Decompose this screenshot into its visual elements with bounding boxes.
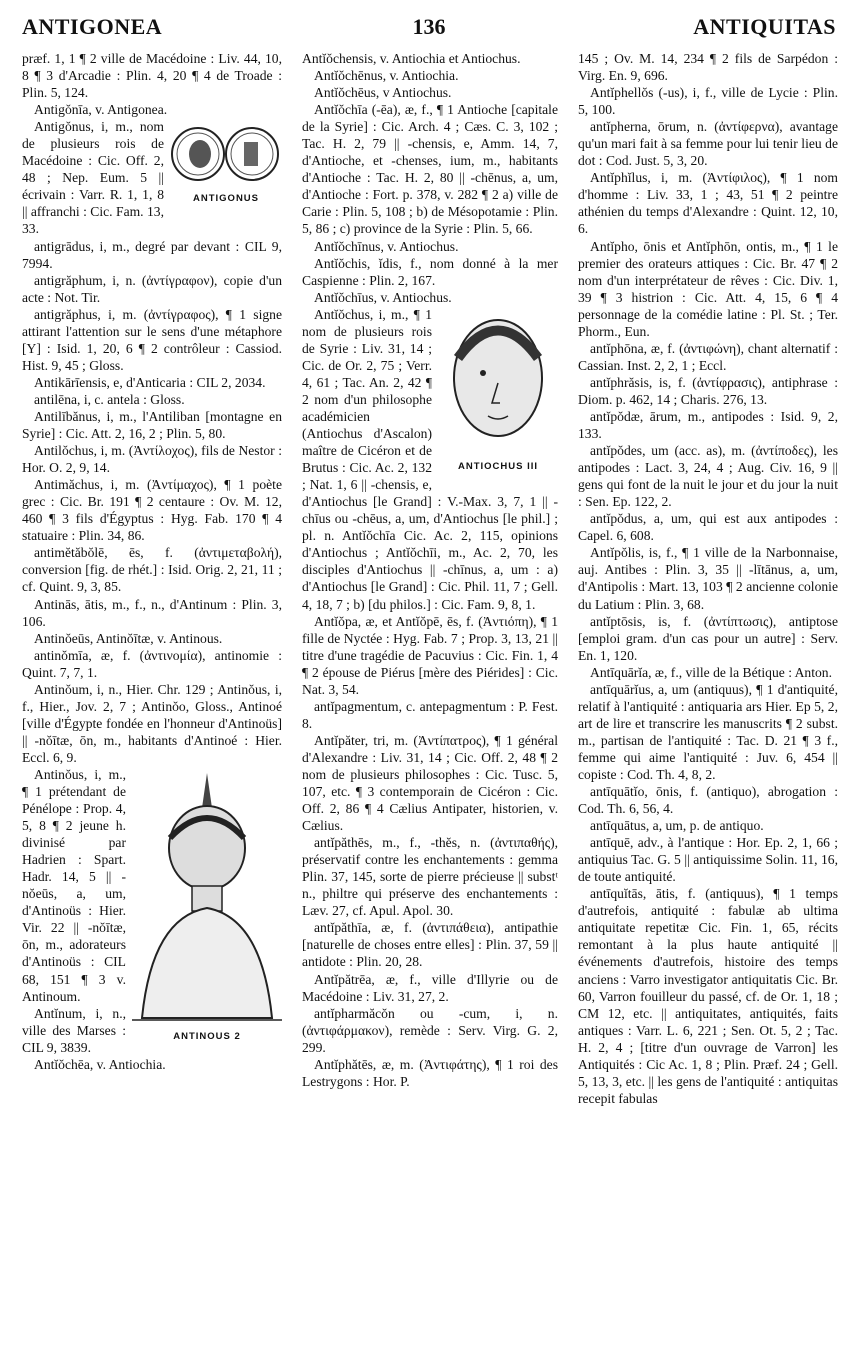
entry: Antĭŏpa, æ, et Antĭŏpē, ēs, f. (Ἀντιόπη), ¶ 1 fille de Nyctée : Hyg. Fab. 7 ; Prop. 3, 13, 21 || titre d'une tragédie de Pacuvius : Cic. Fin. 1, 4 ¶ 2 épouse de Piérus [mère des Piérides] : Cic. Nat. 3, 54. bbox=[302, 613, 558, 697]
entry: Antĭphătēs, æ, m. (Ἀντιφάτης), ¶ 1 roi des Lestrygons : Hor. P. bbox=[302, 1056, 558, 1089]
entry: 145 ; Ov. M. 14, 234 ¶ 2 fils de Sarpédon : Virg. En. 9, 696. bbox=[578, 51, 838, 84]
entry: antinŏmīa, æ, f. (ἀντινομία), antinomie : Quint. 7, 7, 1. bbox=[22, 647, 282, 680]
figure-caption: ANTINOUS 2 bbox=[173, 1030, 241, 1042]
entry: Antĭŏchīus, v. Antiochus. bbox=[314, 289, 452, 305]
entry: Antĭŏchēus, v Antiochus. bbox=[314, 85, 452, 101]
entry: Antigŏnus, i, m., nom de plusieurs rois de Macédoine : Cic. Off. 2, 48 ; Nep. Eum. 5 || écrivain : Varr. R. 1, 1, 8 || affranchi : Cic. Fam. 13, 33. bbox=[22, 119, 164, 237]
entry: Antĭpho, ōnis et Antĭphōn, ontis, m., ¶ 1 le premier des orateurs attiques : Cic. Br. 47 ¶ 2 nom d'un interprétateur de rêves : Cic. Div. 1, 39 ¶ 3 histrion : Cic. Att. 4, 15, 6 ¶ 4 personnage de la comédie latine : Pl. St. ; Ter. Phorm., Eun. bbox=[578, 238, 838, 339]
entry: antĭphōna, æ, f. (ἀντιφώνη), chant alternatif : Cassian. Inst. 2, 2, 1 ; Eccl. bbox=[578, 340, 838, 373]
entry: Antĭnum, i, n., ville des Marses : CIL 9, 3839. bbox=[22, 1005, 126, 1055]
entry: Antĭpăter, tri, m. (Ἀντίπατρος), ¶ 1 général d'Alexandre : Liv. 31, 14 ; Cic. Off. 2, 48 ¶ 2 nom de plusieurs philosophes : Cic. Tusc. 5, 107, etc. ¶ 3 contemporain de Cicéron : Cic. Off. 2, 86 ¶ 4 Cælius Antipater, historien, v. Cælius. bbox=[302, 732, 558, 834]
entry: Antĭpŏlis, is, f., ¶ 1 ville de la Narbonnaise, auj. Antibes : Plin. 3, 35 || -lītānus, a, um, d'Antipolis : Mart. 13, 103 ¶ 2 ancienne colonie du Latium : Plin. 3, 68. bbox=[578, 545, 838, 612]
entry: antĭpăthēs, m., f., -thĕs, n. (ἀντιπαθής), préservatif contre les enchantements : gemma Plin. 37, 145, sorte de pierre précieuse || substᵗ n., philtre qui préserve des enchantements : Læv. 27, cf. Apul. Apol. 30. bbox=[302, 835, 558, 919]
entry: antĭpŏdus, a, um, qui est aux antipodes : Capel. 6, 608. bbox=[578, 511, 838, 544]
entry: antĭpharmăcŏn ou -cum, i, n. (ἀντιφάρμακον), remède : Serv. Virg. G. 2, 299. bbox=[302, 1005, 558, 1055]
figure-antiochus bbox=[438, 308, 558, 475]
figure-caption: ANTIOCHUS III bbox=[457, 460, 539, 472]
coin-illustration bbox=[170, 120, 282, 190]
column-middle bbox=[302, 50, 558, 1350]
entry: Antimăchus, i, m. (Ἀντίμαχος), ¶ 1 poète grec : Cic. Br. 191 ¶ 2 centaure : Ov. M. 12, 460 ¶ 3 fils d'Égyptus : Hyg. Fab. 170 ¶ 4 statuaire : Plin. 34, 86. bbox=[22, 477, 282, 544]
entry: Antĭpătrēa, æ, f., ville d'Illyrie ou de Macédoine : Liv. 31, 27, 2. bbox=[302, 971, 558, 1004]
entry: Antĭŏchus, i, m., ¶ 1 nom de plusieurs rois de Syrie : Liv. 31, 14 ; Cic. de Or. 2, 75 ; Verr. 4, 61 ; Tac. An. 2, 42 ¶ 2 nom d'un philosophe académicien (Antiochus d'Ascalon) maître de Cicéron et de Brutus : Cic. Ac. 2, 132 ; Nat. 1, 6 || -chensis, e, d'Antiochus [le Grand] : V.-Max. 3, 7, 1 || -chīus ou -chēus, a, um, d'Antiochus [le phil.] ; pl. n. Antĭŏchīa Cic. Ac. 2, 115, opinions d'Antiochus ; Antĭŏchīi, m., Ac. 2, 70, les disciples d'Antiochus || -chīnus, a, um : a) d'Antiochus [le Grand] : Cic. Phil. 11, 7 ; Gell. 4, 18, 7 ; b) [du philos.] : Cic. Fam. 9, 8, 1. bbox=[302, 306, 558, 612]
entry: antīquē, adv., à l'antique : Hor. Ep. 2, 1, 66 ; antiquius Tac. G. 5 || antiquissime Solin. 11, 16, de toute antiquité. bbox=[578, 835, 838, 885]
entry: Antikārīensis, e, d'Anticaria : CIL 2, 2034. bbox=[34, 374, 266, 390]
entry: antilēna, i, c. antela : Gloss. bbox=[34, 391, 185, 407]
figure-antigonus bbox=[170, 120, 282, 207]
entry: antīquĭtās, ātis, f. (antiquus), ¶ 1 temps d'autrefois, antiquité : fabulæ ab ultima antiquitate repetitæ Cic. Fin. 1, 65, récits remontant à la plus haute antiquité || événements d'autrefois, histoire des temps anciens : Varro investigator antiquitatis Cic. Br. 60, Varron fouilleur du passé, cf. de Or. 1, 18 ; CM 12, etc. || antiquitates, antiquités, faits antiques : Varr. L. 6, 221 ; Sen. Ot. 5, 2 ; Tac. H. 2, 4 ; [titre d'un ouvrage de Varron] les Antiquités : Cic Ac. 1, 8 ; Plin. Præf. 24 ; Gell. 5, 13, 3, etc. || les gens de l'antiquité : antiquitas recepit fabulas bbox=[578, 886, 838, 1106]
entry: antĭptōsis, is, f. (ἀντίπτωσις), antiptose [emploi gram. d'un cas pour un autre] : Serv. En. 1, 120. bbox=[578, 613, 838, 663]
entry: Antinās, ātis, m., f., n., d'Antinum : Plin. 3, 106. bbox=[22, 596, 282, 629]
entry: Antĭphellŏs (-us), i, f., ville de Lycie : Plin. 5, 100. bbox=[578, 85, 838, 118]
head-illustration bbox=[438, 308, 558, 458]
entry: Antĭŏchīa (-ēa), æ, f., ¶ 1 Antioche [capitale de la Syrie] : Cic. Arch. 4 ; Cæs. C. 3, 102 ; Tac. H. 2, 79 || -chensis, e, Amm. 14, 7, d'Antioche, et -chenses, ium, m., habitants d'Antioche : Tac. H. 2, 80 || -chēnus, a, um, d'Antioche : Fort. p. 378, v. 282 ¶ 2 a) ville de Carie : Plin. 5, 108 ; b) de Mésopotamie : Plin. 5, 86 ; c) province de la Syrie : Plin. 5, 66. bbox=[302, 102, 558, 237]
entry: antĭpŏdæ, ārum, m., antipodes : Isid. 9, 2, 133. bbox=[578, 408, 838, 442]
entry: Antigŏnīa, v. Antigonea. bbox=[34, 102, 168, 118]
entry: præf. 1, 1 ¶ 2 ville de Macédoine : Liv. 44, 10, 8 ¶ 3 d'Arcadie : Plin. 4, 20 ¶ 4 de Troade : Plin. 5, 124. bbox=[22, 51, 282, 101]
running-head-right: ANTIQUITAS bbox=[693, 14, 836, 39]
entry: Antinŏum, i, n., Hier. Chr. 129 ; Antinŏus, i, f., Hier., Jov. 2, 7 ; Antinŏo, Gloss., Antinoé [ville d'Égypte fondée en l'honneur d'Antinoüs] || -nŏītæ, ōn, m., habitants d'Antinoé : Hier. Eccl. 6, 9. bbox=[22, 681, 282, 765]
entry: antigrādus, i, m., degré par devant : CIL 9, 7994. bbox=[22, 238, 282, 271]
running-head-left: ANTIGONEA bbox=[22, 14, 163, 39]
entry: antīquātus, a, um, p. de antiquo. bbox=[590, 818, 764, 834]
entry: Antinŏus, i, m., ¶ 1 prétendant de Pénélope : Prop. 4, 5, 8 ¶ 2 jeune h. divinisé par Hadrien : Spart. Hadr. 14, 5 || -nŏeūs, a, um, d'Antinoüs : Hier. Vir. 22 || -nŏītæ, ōn, m., adorateurs d'Antinoüs : CIL 68, 151 ¶ 3 v. Antinoum. bbox=[22, 766, 126, 1004]
entry: antigrăphus, i, m. (ἀντίγραφος), ¶ 1 signe attirant l'attention sur le sens d'une métaphore [Y] : Isid. 1, 20, 6 ¶ 2 contrôleur : Cassiod. Hist. 9, 45 ; Gloss. bbox=[22, 306, 282, 373]
entry: antĭpŏdes, um (acc. as), m. (ἀντίποδες), les antipodes : Lact. 3, 24, 4 ; Aug. Civ. 16, 9 || gens qui font de la nuit le jour et du jour la nuit : Sen. Ep. 122, 2. bbox=[578, 443, 838, 510]
entry: Antĭŏchīnus, v. Antiochus. bbox=[314, 238, 459, 254]
entry: antimĕtăbŏlē, ēs, f. (ἀντιμεταβολή), conversion [fig. de rhét.] : Isid. Orig. 2, 21, 11 ; cf. Quint. 9, 3, 85. bbox=[22, 545, 282, 595]
bust-illustration bbox=[132, 768, 282, 1028]
figure-caption: ANTIGONUS bbox=[193, 193, 259, 205]
page-number: 136 bbox=[412, 14, 446, 39]
entry: antĭpherna, ōrum, n. (ἀντίφερνα), avantage qu'un mari fait à sa femme pour lui tenir lieu de dot : Cod. Just. 5, 3, 20. bbox=[578, 119, 838, 169]
entry: Antĭphĭlus, i, m. (Ἀντίφιλος), ¶ 1 nom d'homme : Liv. 33, 1 ; 43, 51 ¶ 2 peintre athénien du temps d'Alexandre : Quint. 12, 10, 6. bbox=[578, 170, 838, 237]
entry: Antīquārĭa, æ, f., ville de la Bétique : Anton. bbox=[590, 664, 832, 680]
page-header bbox=[22, 14, 836, 44]
entry: antīquārĭus, a, um (antiquus), ¶ 1 d'antiquité, relatif à l'antiquité : antiquaria ars Hier. Ep 5, 2, art de lire et transcrire les manuscrits ¶ 2 subst. m., partisan de l'antiquité : Tac. D. 21 ¶ 3 f., femme qui aime l'antiquité : Juv. 6, 454 || copiste : Cod. Th. 4, 8, 2. bbox=[578, 681, 838, 782]
entry: antĭpăthīa, æ, f. (ἀντιπάθεια), antipathie [naturelle de choses entre elles] : Plin. 37, 59 || antidote : Plin. 20, 28. bbox=[302, 920, 558, 970]
entry: Antĭŏchēa, v. Antiochia. bbox=[34, 1056, 166, 1072]
column-left bbox=[22, 50, 282, 1350]
column-right bbox=[578, 50, 838, 1350]
entry: Antinŏeūs, Antinŏītæ, v. Antinous. bbox=[34, 630, 223, 646]
figure-antinous bbox=[132, 768, 282, 1045]
entry: Antĭŏchensis, v. Antiochia et Antiochus. bbox=[302, 51, 521, 66]
entry: antĭpagmentum, c. antepagmentum : P. Fest. 8. bbox=[302, 698, 558, 731]
entry: Antilībănus, i, m., l'Antiliban [montagne en Syrie] : Cic. Att. 2, 16, 2 ; Plin. 5, 80. bbox=[22, 408, 282, 442]
entry: Antĭŏchēnus, v. Antiochia. bbox=[314, 68, 459, 84]
entry: antĭphrăsis, is, f. (ἀντίφρασις), antiphrase : Diom. p. 462, 14 ; Charis. 276, 13. bbox=[578, 374, 838, 407]
entry: Antilŏchus, i, m. (Ἀντίλοχος), fils de Nestor : Hor. O. 2, 9, 14. bbox=[22, 443, 282, 476]
entry: antīquātĭo, ōnis, f. (antiquo), abrogation : Cod. Th. 6, 56, 4. bbox=[578, 784, 838, 817]
entry: antigrăphum, i, n. (ἀντίγραφον), copie d'un acte : Not. Tir. bbox=[22, 272, 282, 305]
entry: Antĭŏchis, ĭdis, f., nom donné à la mer Caspienne : Plin. 2, 167. bbox=[302, 255, 558, 288]
